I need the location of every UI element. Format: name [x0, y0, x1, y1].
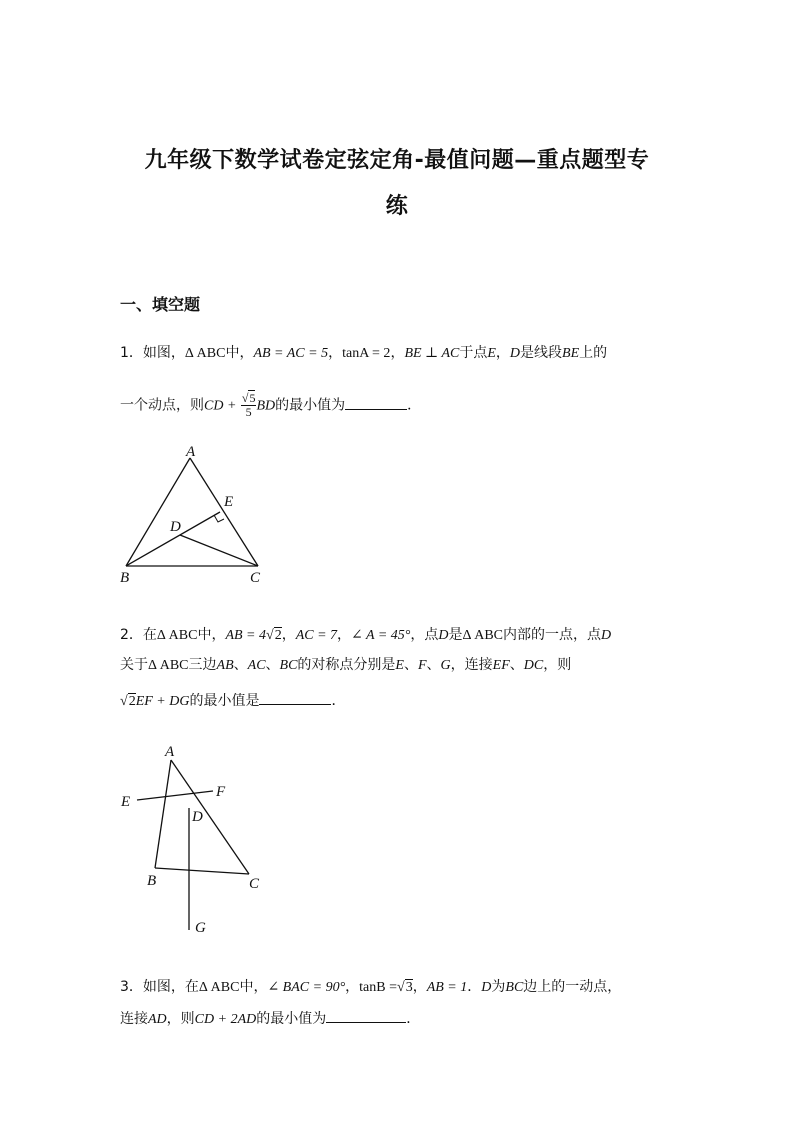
fig2-label-a: A [165, 744, 175, 760]
q2-line-1: 2．在Δ ABC中，AB = 4√2，AC = 7，∠ A = 45°，点D是Δ ABC内部的一点，点D [120, 627, 612, 643]
fig2-label-c: C [249, 876, 260, 892]
fig2-label-d: D [192, 809, 203, 825]
fraction-sqrt5-over-5: $\frac{√5}{5}$ [241, 391, 256, 419]
fig2-label-e: E [121, 794, 131, 810]
fig2-label-f: F [216, 784, 226, 800]
title-line-1: 九年级下数学试卷定弦定角-最值问题—重点题型专 [144, 148, 650, 173]
fig1-label-b: B [120, 570, 130, 586]
fig1-label-c: C [250, 570, 261, 586]
section-heading: 一、填空题 [120, 295, 201, 314]
answer-blank[interactable] [259, 692, 331, 705]
q2-figure [115, 738, 285, 943]
q2-line-2: 关于Δ ABC三边AB、AC、BC的对称点分别是E、F、G，连接EF、DC，则 [120, 657, 572, 673]
fig2-label-g: G [195, 920, 206, 936]
fig2-label-b: B [147, 873, 157, 889]
q3-line-1: 3．如图，在Δ ABC中，∠ BAC = 90°，tanB =√3，AB = 1．D为BC边上的一动点， [120, 979, 622, 995]
q1-line-2: 一个动点，则CD + $\frac{√5}{5}$ BD的最小值为 ． [120, 391, 422, 419]
q2-line-3: √2EF + DG的最小值是 ． [120, 693, 346, 709]
answer-blank[interactable] [326, 1010, 406, 1023]
fig1-label-d: D [170, 519, 181, 535]
answer-blank[interactable] [345, 397, 407, 410]
fig1-label-a: A [186, 444, 196, 460]
title-line-2: 练 [385, 194, 409, 219]
fig1-label-e: E [224, 494, 234, 510]
q1-line-1: 1．如图，Δ ABC中，AB = AC = 5，tanA = 2，BE ⊥ AC于点E，D是线段BE上的 [120, 345, 608, 361]
document-title [110, 138, 684, 230]
q3-line-2: 连接AD，则CD + 2AD的最小值为 ． [120, 1011, 421, 1027]
q1-figure [110, 440, 280, 590]
